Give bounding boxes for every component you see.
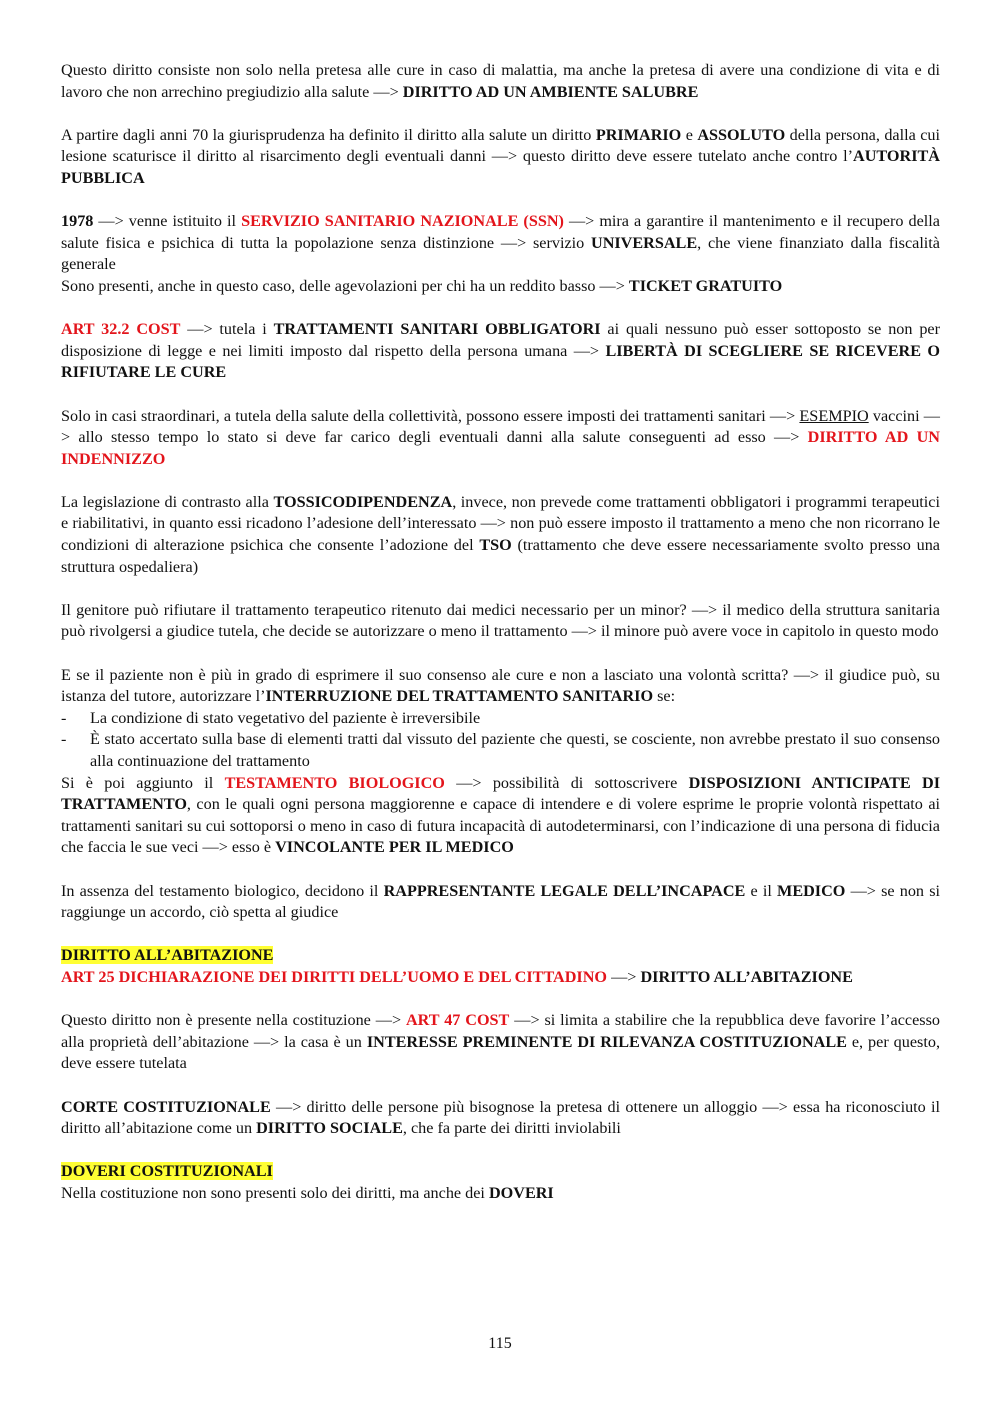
bold-term: INTERRUZIONE DEL TRATTAMENTO SANITARIO	[265, 687, 654, 706]
text: , che viene finanziato dalla fiscalità generale	[61, 233, 940, 274]
text: Si è poi aggiunto il	[61, 773, 225, 792]
bold-term: RAPPRESENTANTE LEGALE DELL’INCAPACE	[383, 881, 746, 900]
text: —> si limita a stabilire che la repubblica deve favorire l’accesso alla proprietà dell’abitazione —> la casa è un	[61, 1011, 940, 1051]
paragraph-vaccines	[61, 406, 940, 471]
bold-term: DIRITTO ALL’ABITAZIONE	[640, 967, 853, 986]
red-term: ART 25 DICHIARAZIONE DEI DIRITTI DELL’UOMO E DEL CITTADINO	[61, 967, 608, 986]
text: —> venne istituito il	[93, 212, 242, 231]
text: A partire dagli anni 70 la giurisprudenza ha definito il diritto alla salute un diritto	[61, 125, 596, 144]
text: se:	[653, 687, 676, 706]
text: Questo diritto consiste non solo nella pretesa alle cure in caso di malattia, ma anche la pretesa di avere una condizione di vita e di lavoro che non arrechino pregiudizio alla salute —>	[61, 61, 940, 101]
paragraph-parent-refusal	[61, 600, 940, 643]
bold-term: DIRITTO SOCIALE	[256, 1119, 403, 1138]
text: Il genitore può rifiutare il trattamento terapeutico ritenuto dai medici necessario per un minor? —> il medico della struttura sanitaria può rivolgersi a giudice tutela, che decide se autorizzare o meno il trattamento —> il minore può avere voce in capitolo in questo modo	[61, 600, 940, 641]
paragraph-art-32	[61, 319, 940, 384]
underlined-term: ESEMPIO	[799, 406, 869, 425]
red-term: TESTAMENTO BIOLOGICO	[224, 773, 445, 792]
bold-term: DISPOSIZIONI ANTICIPATE DI TRATTAMENTO	[61, 773, 941, 814]
section-heading: DOVERI COSTITUZIONALI	[61, 1162, 273, 1181]
text: —>	[607, 967, 641, 986]
text: e il	[745, 881, 778, 900]
text: In assenza del testamento biologico, decidono il	[61, 881, 384, 900]
text: , invece, non prevede come trattamenti obbligatori i programmi terapeutici e riabilitativi, in quanto essi ricadono l’adesione dell’interessato —> non può essere imposto il trattamento a meno che non ricorrano le condizioni di alterazione psichica che consente l’adozione del	[61, 492, 940, 555]
bold-term: CORTE COSTITUZIONALE	[61, 1097, 271, 1116]
text: La legislazione di contrasto alla	[61, 492, 274, 511]
bold-term: ASSOLUTO	[697, 125, 786, 144]
section-heading: DIRITTO ALL’ABITAZIONE	[61, 946, 274, 965]
text: —> diritto delle persone più bisognose la pretesa di ottenere un alloggio —> essa ha riconosciuto il diritto all’abitazione come un	[61, 1097, 940, 1138]
red-term: SERVIZIO SANITARIO NAZIONALE (SSN)	[241, 212, 564, 231]
text: , che fa parte dei diritti inviolabili	[402, 1119, 621, 1138]
text: , con le quali ogni persona maggiorenne e capace di intendere e di volere esprime le proprie volontà rispettato ai trattamenti sanitari su cui sottoporsi o meno in caso di futura incapacità di autodeterminarsi, con l’indicazione di una persona di fiducia che faccia le sue veci —> esso è	[61, 795, 940, 857]
conditions-list	[61, 708, 940, 773]
bold-term: UNIVERSALE	[591, 233, 698, 252]
red-term: ART 32.2 COST	[61, 320, 181, 339]
bold-term: TRATTAMENTI SANITARI OBBLIGATORI	[273, 320, 601, 339]
bold-term: AUTORITÀ PUBBLICA	[61, 147, 940, 187]
section-housing	[61, 945, 940, 988]
text: —> se non si raggiunge un accordo, ciò spetta al giudice	[61, 881, 940, 922]
paragraph-constitutional-court	[61, 1097, 940, 1140]
list-item: - È stato accertato sulla base di elementi tratti dal vissuto del paziente che questi, se cosciente, non avrebbe prestato il suo consenso alla continuazione del trattamento	[61, 729, 940, 772]
text: vaccini —> allo stesso tempo lo stato si deve far carico degli eventuali danni alla salute conseguenti ad esso —>	[61, 406, 940, 447]
bold-term: VINCOLANTE PER IL MEDICO	[275, 838, 514, 857]
text: e, per questo, deve essere tutelata	[61, 1032, 940, 1073]
paragraph-ssn	[61, 211, 940, 297]
page-number: 115	[488, 1335, 512, 1352]
section-duties	[61, 1161, 940, 1204]
text: Sono presenti, anche in questo caso, delle agevolazioni per chi ha un reddito basso —>	[61, 276, 629, 295]
bold-term: PRIMARIO	[595, 125, 682, 144]
bold-term: MEDICO	[777, 881, 846, 900]
text: Nella costituzione non sono presenti solo dei diritti, ma anche dei	[61, 1183, 489, 1202]
bold-year: 1978	[61, 212, 94, 231]
document-page	[61, 60, 940, 1204]
paragraph-primary-right	[61, 125, 940, 190]
text: —> possibilità di sottoscrivere	[444, 773, 689, 792]
bold-term: TSO	[479, 536, 512, 555]
bold-term: DOVERI	[488, 1183, 554, 1202]
bold-term: TICKET GRATUITO	[628, 276, 783, 295]
paragraph-healthy-environment	[61, 60, 940, 103]
bold-term: DIRITTO AD UN AMBIENTE SALUBRE	[402, 82, 699, 101]
text: e	[681, 125, 698, 144]
red-term: DIRITTO AD UN INDENNIZZO	[61, 428, 940, 468]
paragraph-legal-representative	[61, 881, 940, 924]
list-item: - La condizione di stato vegetativo del paziente è irreversibile	[61, 708, 940, 730]
paragraph-living-will	[61, 773, 940, 859]
paragraph-addiction	[61, 492, 940, 578]
paragraph-art-47	[61, 1010, 940, 1075]
text: Solo in casi straordinari, a tutela della salute della collettività, possono essere imposti dei trattamenti sanitari —>	[61, 406, 800, 425]
text: Questo diritto non è presente nella costituzione —>	[61, 1011, 406, 1030]
text: ai quali nessuno può esser sottoposto se non per disposizione di legge e nei limiti imposto dal rispetto della persona umana —>	[61, 320, 940, 360]
bold-term: INTERESSE PREMINENTE DI RILEVANZA COSTITUZIONALE	[366, 1032, 847, 1051]
text: E se il paziente non è più in grado di esprimere il suo consenso ale cure e non a lasciato una volontà scritta? —> il giudice può, su istanza del tutore, autorizzare l’	[61, 665, 940, 706]
paragraph-interruption	[61, 665, 940, 708]
text: della persona, dalla cui lesione scaturisce il diritto al risarcimento degli eventuali danni —> questo diritto deve essere tutelato anche contro l’	[61, 125, 940, 166]
text: (trattamento che deve essere necessariamente svolto presso una struttura ospedaliera)	[61, 536, 940, 576]
text: —> tutela i	[180, 320, 274, 339]
bold-term: TOSSICODIPENDENZA	[273, 492, 453, 511]
bold-term: LIBERTÀ DI SCEGLIERE SE RICEVERE O RIFIUTARE LE CURE	[61, 341, 940, 382]
text: —> mira a garantire il mantenimento e il recupero della salute fisica e psichica di tutta la popolazione senza distinzione —> servizio	[61, 212, 940, 252]
red-term: ART 47 COST	[405, 1011, 510, 1030]
